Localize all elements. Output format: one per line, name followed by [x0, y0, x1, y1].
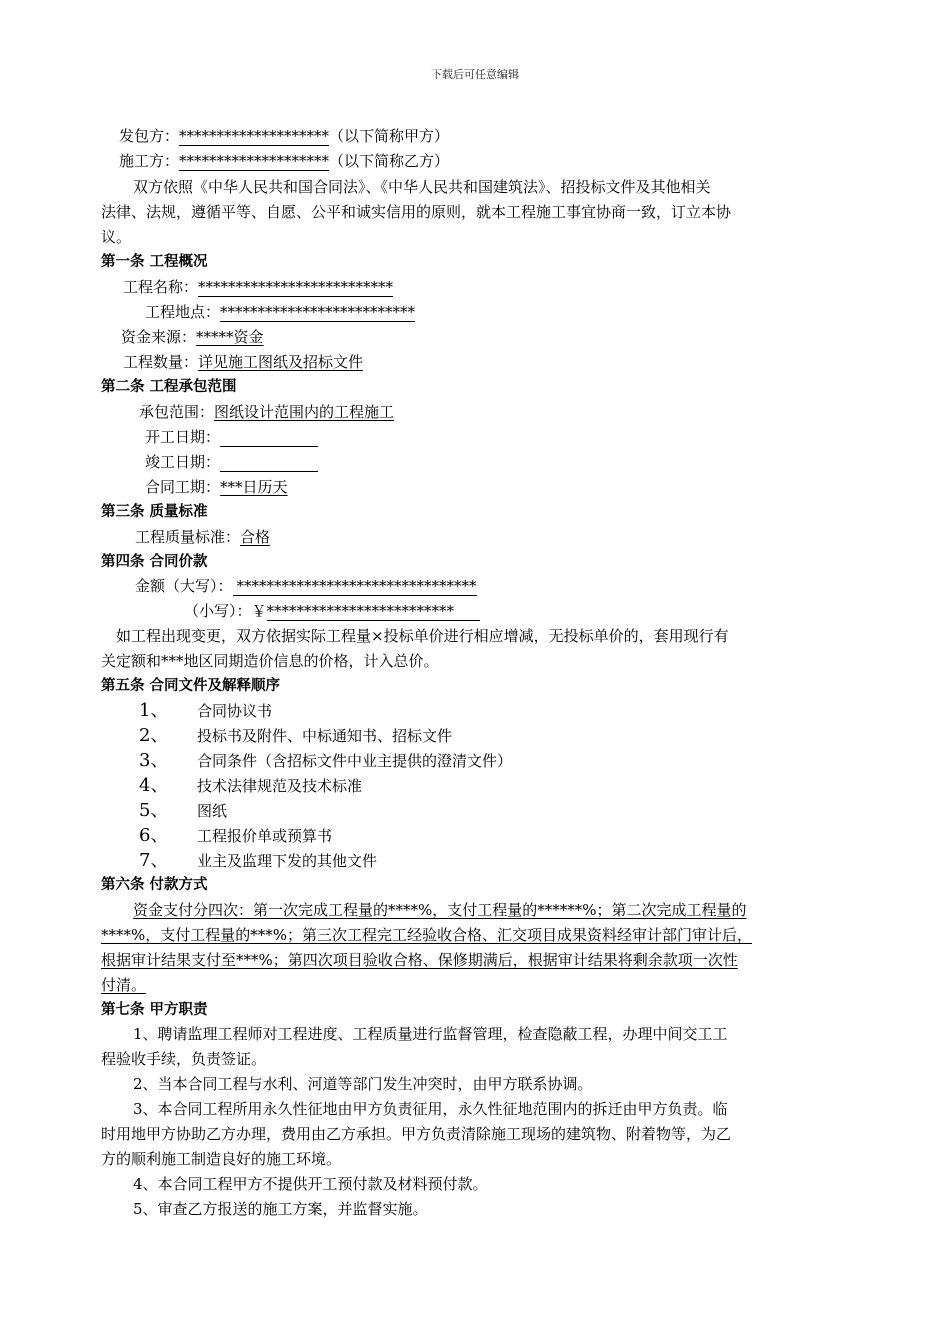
start-date-blank [220, 430, 318, 447]
list-item-number: 6、 [139, 825, 169, 846]
quality-value: 合格 [240, 528, 271, 546]
intro-line: 法律、法规，遵循平等、自愿、公平和诚实信用的原则，就本工程施工事宜协商一致，订立本协 [101, 203, 732, 221]
duty-line: 5、审查乙方报送的施工方案，并监督实施。 [133, 1200, 428, 1218]
party-a [119, 126, 449, 146]
duty-line: 2、当本合同工程与水利、河道等部门发生冲突时，由甲方联系协调。 [133, 1075, 593, 1093]
list-item [139, 726, 452, 746]
duty-line: 时用地甲方协助乙方办理，费用由乙方承担。甲方负责清除施工现场的建筑物、附着物等，为乙 [101, 1125, 732, 1143]
scope-label: 承包范围： [139, 403, 215, 421]
project-location-row [145, 302, 415, 322]
contract-period-value: ***日历天 [220, 478, 288, 496]
article-1-title: 第一条 工程概况 [101, 254, 208, 270]
fund-source-label: 资金来源： [121, 328, 197, 346]
payment-line: 根据审计结果支付至***%；第四次项目验收合格、保修期满后，根据审计结果将剩余款项一次性 [101, 951, 738, 969]
amount-big-value: ******************************** [233, 577, 477, 596]
contract-period-label: 合同工期： [145, 478, 221, 496]
project-name-row [123, 277, 393, 297]
amount-big-label: 金额（大写）： [135, 577, 233, 595]
project-quantity-label: 工程数量： [123, 353, 199, 371]
party-a-label: 发包方： [119, 127, 180, 145]
amount-small-row [184, 601, 480, 621]
project-location-value: ************************** [220, 303, 416, 321]
article-6-title: 第六条 付款方式 [101, 877, 208, 893]
duty-line: 3、本合同工程所用永久性征地由甲方负责征用，永久性征地范围内的拆迁由甲方负责。临 [133, 1100, 728, 1118]
project-name-label: 工程名称： [123, 278, 199, 296]
list-item-text: 业主及监理下发的其他文件 [197, 852, 378, 870]
list-item-text: 合同条件（含招标文件中业主提供的澄清文件） [197, 752, 513, 770]
project-quantity-value: 详见施工图纸及招标文件 [198, 353, 364, 371]
end-date-row [145, 452, 318, 472]
article-3-title: 第三条 质量标准 [101, 504, 208, 520]
intro-line: 双方依照《中华人民共和国合同法》、《中华人民共和国建筑法》、招投标文件及其他相关 [133, 178, 711, 196]
list-item [139, 751, 512, 771]
project-location-label: 工程地点： [145, 303, 221, 321]
fund-source-value: *****资金 [196, 328, 264, 346]
article-5-title: 第五条 合同文件及解释顺序 [101, 678, 281, 694]
duty-line: 方的顺利施工制造良好的施工环境。 [101, 1150, 342, 1168]
intro-line: 议。 [101, 228, 132, 246]
list-item-text: 投标书及附件、中标通知书、招标文件 [197, 727, 453, 745]
price-change-line: 关定额和***地区同期造价信息的价格，计入总价。 [101, 652, 439, 670]
list-item [139, 851, 377, 871]
party-b-value: ******************** [179, 152, 330, 170]
start-date-row [145, 427, 318, 447]
party-b-label: 施工方： [119, 152, 180, 170]
party-b-note: （以下简称乙方） [329, 152, 450, 170]
list-item [139, 776, 362, 796]
duty-line: 4、本合同工程甲方不提供开工预付款及材料预付款。 [133, 1175, 488, 1193]
scope-row [139, 402, 394, 422]
project-quantity-row [123, 352, 363, 372]
quality-row [135, 527, 270, 547]
end-date-blank [220, 455, 318, 472]
article-7-title: 第七条 甲方职责 [101, 1002, 208, 1018]
payment-line: 资金支付分四次：第一次完成工程量的****%，支付工程量的******%；第二次完成工程量的 [133, 901, 747, 919]
article-2-title: 第二条 工程承包范围 [101, 379, 237, 395]
scope-value: 图纸设计范围内的工程施工 [214, 403, 395, 421]
contract-period-row [145, 477, 288, 497]
project-name-value: ************************** [198, 278, 394, 296]
amount-small-label: （小写）：￥ [184, 602, 267, 620]
party-a-note: （以下简称甲方） [329, 127, 450, 145]
fund-source-row [121, 327, 264, 347]
list-item-number: 4、 [139, 775, 169, 796]
start-date-label: 开工日期： [145, 428, 221, 446]
list-item-number: 7、 [139, 850, 169, 871]
list-item-number: 2、 [139, 725, 169, 746]
duty-line: 程验收手续，负责签证。 [101, 1050, 267, 1068]
list-item-text: 技术法律规范及技术标准 [197, 777, 363, 795]
end-date-label: 竣工日期： [145, 453, 221, 471]
list-item-number: 1、 [139, 700, 169, 721]
list-item [139, 701, 272, 721]
amount-small-value: ************************* [267, 602, 481, 621]
list-item [139, 826, 332, 846]
list-item-number: 3、 [139, 750, 169, 771]
header-note: 下载后可任意编辑 [431, 68, 519, 81]
duty-line: 1、聘请监理工程师对工程进度、工程质量进行监督管理，检查隐蔽工程，办理中间交工工 [133, 1025, 728, 1043]
price-change-line: 如工程出现变更，双方依据实际工程量×投标单价进行相应增减，无投标单价的，套用现行有 [116, 627, 729, 645]
payment-line: 付清。 [101, 976, 147, 994]
list-item [139, 801, 227, 821]
list-item-text: 合同协议书 [197, 702, 273, 720]
amount-big-row [135, 576, 477, 596]
party-b [119, 151, 449, 171]
list-item-text: 图纸 [197, 802, 228, 820]
article-4-title: 第四条 合同价款 [101, 554, 208, 570]
list-item-number: 5、 [139, 800, 169, 821]
list-item-text: 工程报价单或预算书 [197, 827, 333, 845]
party-a-value: ******************** [179, 127, 330, 145]
quality-label: 工程质量标准： [135, 528, 241, 546]
payment-line: ****%，支付工程量的***%；第三次工程完工经验收合格、汇交项目成果资料经审计部门审计后， [101, 926, 753, 944]
